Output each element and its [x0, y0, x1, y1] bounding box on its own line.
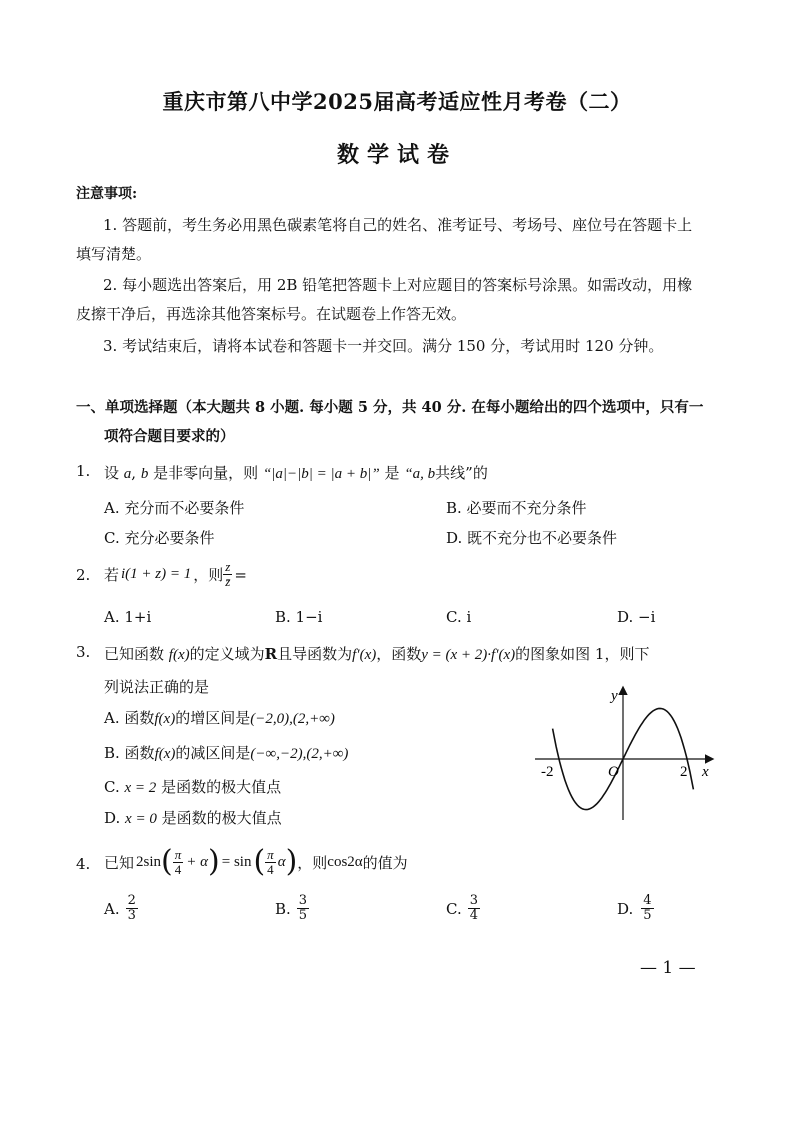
- q1-option-c: C. 充分必要条件: [104, 529, 215, 547]
- notice-item-3: 3. 考试结束后，请将本试卷和答题卡一并交回。满分 150 分，考试用时 120 分钟。: [103, 337, 664, 355]
- q1-stem: 设 a, b 是非零向量，则 “|a|−|b| = |a + b|” 是 “a, b共线”的: [104, 464, 488, 482]
- q3-option-d: D. x = 0 是函数的极大值点: [104, 809, 282, 827]
- tick-label-2: 2: [680, 764, 688, 780]
- q2-fraction: $\frac{z}{z̄}$: [225, 559, 231, 589]
- q4-stem: 已知 2sin ( $\frac{\pi}{4}$ + α ) = sin ( $\frac{\pi}{4}$ α ) ，则 cos2α 的值为: [104, 844, 408, 879]
- notice-item-2-line-2: 皮擦干净后，再选涂其他答案标号。在试题卷上作答无效。: [76, 305, 467, 323]
- notice-item-1-line-1: 1. 答题前，考生务必用黑色碳素笔将自己的姓名、准考证号、考场号、座位号在答题卡上: [103, 216, 693, 234]
- q3-number: 3.: [76, 643, 91, 661]
- page-subtitle: 数学试卷: [336, 142, 457, 168]
- q2-option-d: D. −i: [617, 608, 656, 626]
- q1-number: 1.: [76, 462, 91, 480]
- page-title: 重庆市第八中学2025届高考适应性月考卷（二）: [162, 89, 632, 114]
- tick-label-neg-2: -2: [541, 764, 554, 780]
- q1-option-a: A. 充分而不必要条件: [104, 499, 245, 517]
- notice-item-2-line-1: 2. 每小题选出答案后，用 2B 铅笔把答题卡上对应题目的答案标号涂黑。如需改动，用橡: [103, 276, 693, 294]
- q3-option-c: C. x = 2 是函数的极大值点: [104, 778, 282, 796]
- q2-option-a: A. 1+i: [104, 608, 152, 626]
- q4-option-b: B. $\frac{3}{5}$: [275, 893, 308, 923]
- q2-number: 2.: [76, 566, 91, 584]
- y-axis-label: y: [611, 688, 618, 704]
- section-heading-line-2: 项符合题目要求的）: [104, 428, 235, 445]
- q3-stem-line-2: 列说法正确的是: [104, 678, 210, 696]
- q4-option-c: C. $\frac{3}{4}$: [446, 893, 478, 923]
- section-heading-line-1: 一、单项选择题（本大题共 8 小题. 每小题 5 分，共 40 分. 在每小题给出的四个选项中，只有一: [76, 399, 704, 416]
- notice-item-1-line-2: 填写清楚。: [76, 245, 152, 263]
- q4-option-d: D. $\frac{4}{5}$: [617, 893, 652, 923]
- q3-graph: [530, 682, 720, 822]
- q2-option-b: B. 1−i: [275, 608, 323, 626]
- q1-option-b: B. 必要而不充分条件: [446, 499, 587, 517]
- q4-option-a: A. $\frac{2}{3}$: [104, 893, 136, 923]
- x-axis-label: x: [702, 764, 709, 780]
- q4-number: 4.: [76, 855, 91, 873]
- q3-option-b: B. 函数f(x)的减区间是(−∞,−2),(2,+∞): [104, 744, 349, 762]
- origin-label: O: [608, 764, 619, 780]
- q2-option-c: C. i: [446, 608, 472, 626]
- q1-option-d: D. 既不充分也不必要条件: [446, 529, 618, 547]
- q3-option-a: A. 函数f(x)的增区间是(−2,0),(2,+∞): [104, 709, 335, 727]
- page-number: — 1 —: [640, 958, 696, 978]
- notice-heading: 注意事项:: [76, 186, 138, 202]
- q3-stem-line-1: 已知函数 f(x)的定义域为R且导函数为f′(x)，函数y = (x + 2)·f′(x)的图象如图 1，则下: [104, 645, 650, 663]
- q2-stem: 若 i(1 + z) = 1 ，则 $\frac{z}{z̄}$ =: [104, 559, 247, 589]
